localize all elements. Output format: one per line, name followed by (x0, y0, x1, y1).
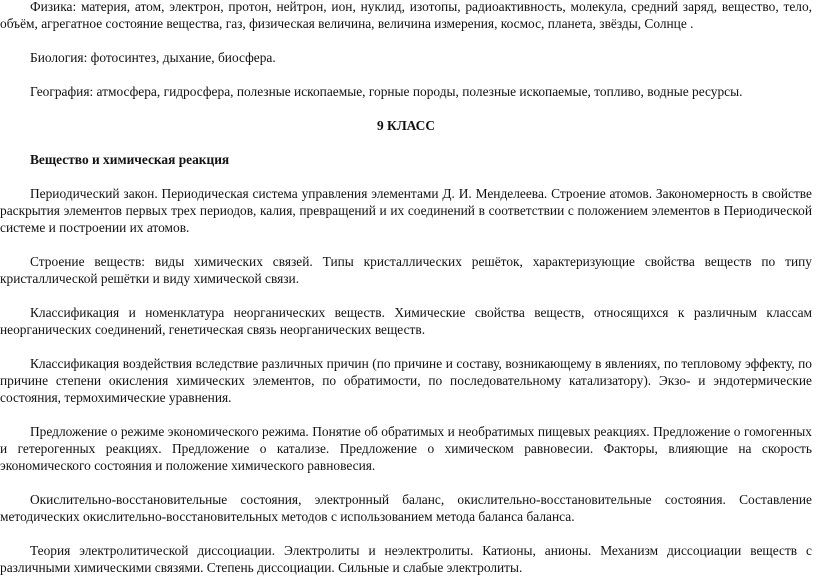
physics-paragraph: Физика: материя, атом, электрон, протон, нейтрон, ион, нуклид, изотопы, радиоактивность, молекула, средний заряд, вещество, тело, объём, агрегатное состояние вещества, газ, физическая величина, величина измерения, космос, планета, звёзды, Солнце . (0, 0, 812, 31)
spacer (0, 66, 812, 83)
paragraph-reaction-rate: Предложение о режиме экономического режима. Понятие об обратимых и необратимых пищевых реакциях. Предложение о гомогенных и гетерогенных реакциях. Предложение о катализе. Предложение о химическом равновесии. Факторы, влияющие на скорость экономического состояния и положение химического равновесия. (0, 424, 812, 473)
spacer (0, 338, 812, 355)
paragraph-redox: Окислительно-восстановительные состояния, электронный баланс, окислительно-восстановительные состояния. Составление методических окислительно-восстановительных методов с использованием метода баланса баланса. (0, 492, 812, 524)
spacer (0, 525, 812, 542)
spacer (0, 168, 812, 185)
spacer (0, 287, 812, 304)
paragraph-structure: Строение веществ: виды химических связей. Типы кристаллических решёток, характеризующие свойства веществ по типу кристаллической решётки и виду химической связи. (0, 254, 812, 286)
biology-paragraph: Биология: фотосинтез, дыхание, биосфера. (30, 50, 276, 65)
spacer (0, 406, 812, 423)
spacer (0, 134, 812, 151)
section-title: Вещество и химическая реакция (30, 152, 230, 167)
paragraph-classification-reactions: Классификация воздействия вследствие различных причин (по причине и составу, возникающему в явлениях, по тепловому эффекту, по причине степени окисления химических элементов, по обратимости, по последовательному катализатору). Экзо- и эндотермические состояния, термохимические уравнения. (0, 356, 812, 405)
spacer (0, 236, 812, 253)
grade-title: 9 КЛАСС (376, 118, 436, 133)
spacer (0, 100, 812, 117)
geography-paragraph: География: атмосфера, гидросфера, полезные ископаемые, горные породы, полезные ископаемые, топливо, водные ресурсы. (30, 84, 743, 99)
spacer (0, 474, 812, 491)
spacer (0, 32, 812, 49)
paragraph-periodic-law: Периодический закон. Периодическая система управления элементами Д. И. Менделеева. Строение атомов. Закономерность в свойстве раскрытия элементов первых трех периодов, калия, превращений и их соединений в соответствии с положением элементов в Периодической системе и построении их атомов. (0, 186, 812, 235)
paragraph-classification-nomenclature: Классификация и номенклатура неорганических веществ. Химические свойства веществ, относящихся к различным классам неорганических соединений, генетическая связь неорганических веществ. (0, 305, 812, 337)
paragraph-dissociation: Теория электролитической диссоциации. Электролиты и неэлектролиты. Катионы, анионы. Механизм диссоциации веществ с различными химическими связями. Степень диссоциации. Сильные и слабые электролиты. (0, 543, 812, 575)
